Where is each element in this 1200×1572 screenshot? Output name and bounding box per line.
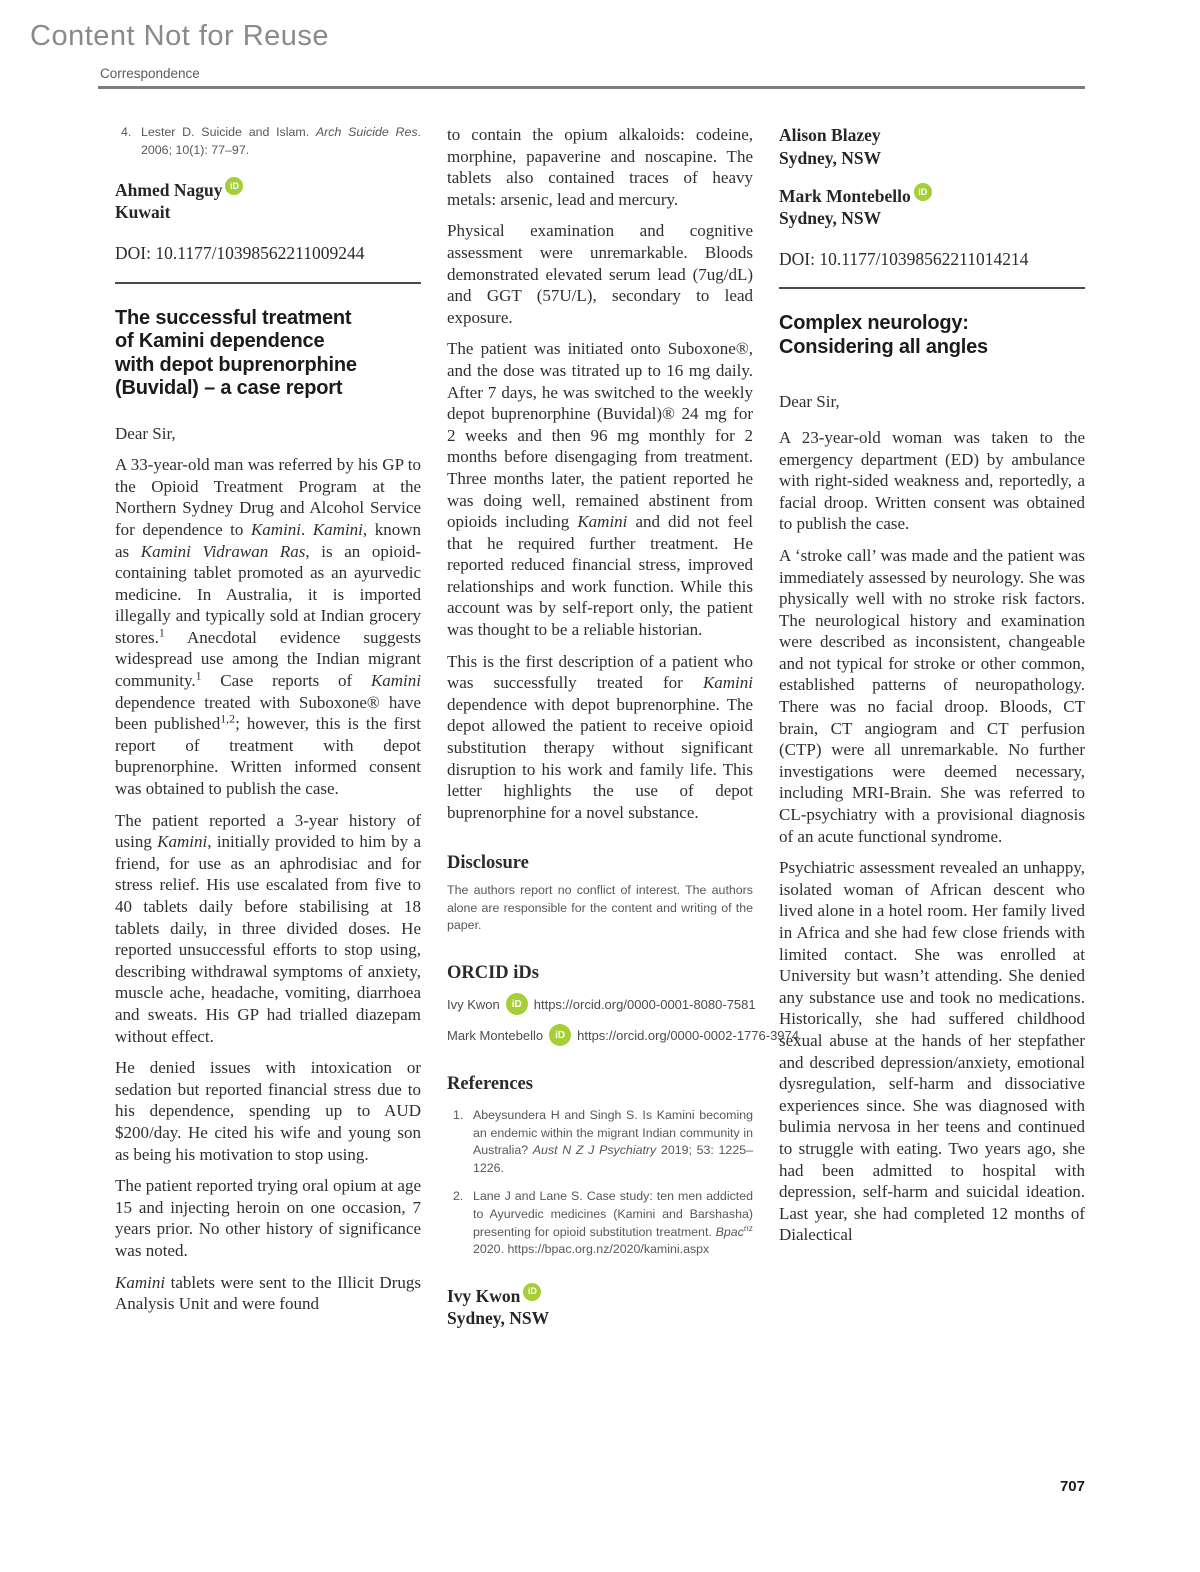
column-2	[447, 124, 799, 1329]
section-label: Correspondence	[100, 66, 200, 81]
orcid-entry	[447, 993, 756, 1015]
author-block	[779, 183, 1085, 230]
disclosure-text: The authors report no conflict of interest. The authors alone are responsible for the content and writing of the paper.	[447, 883, 753, 933]
reference-number: 1.	[453, 1107, 464, 1122]
body-paragraph: A ‘stroke call’ was made and the patient was immediately assessed by neurology. She was physically well with no stroke risk factors. The neurological history and examination were described as inconsistent, changeable and not typical for stroke or other common, established patterns of neuropathology. There was no facial droop. Bloods, CT brain, CT angiogram and CT perfusion (CTP) were all unremarkable. No further investigations were deemed necessary, including MRI-Brain. She was referred to CL-psychiatry with a provisional diagnosis of an acute functional syndrome.	[779, 545, 1085, 846]
author-name	[779, 183, 1085, 207]
author-block	[115, 177, 421, 224]
body-paragraph: He denied issues with intoxication or sedation but reported financial stress due to his dependence, spending up to AUD $200/day. He cited his wife and young son as being his motivation to stop using.	[115, 1058, 421, 1164]
orcid-url: https://orcid.org/0000-0002-1776-3974	[577, 1027, 799, 1043]
orcid-icon: iD	[506, 993, 528, 1015]
author-location: Sydney, NSW	[779, 208, 882, 229]
orcid-icon: iD	[914, 183, 932, 201]
title-line: (Buvidal) – a case report	[115, 377, 343, 400]
reference-item	[447, 1107, 753, 1177]
body-paragraph: Psychiatric assessment revealed an unhappy, isolated woman of African descent who lived alone in a hotel room. Her family lived in Africa and she had few close friends with limited contact. She was enrolled at University but wasn’t attending. She denied any substance use and took no medications. Historically, she had suffered childhood sexual abuse at the hands of her stepfather and described depression/anxiety, emotional dysregulation, self-harm and dissociative experiences since. She was diagnosed with bulimia nervosa in her teens and continued to struggle with eating. Two years ago, she had been admitted to hospital with depression, self-harm and suicidal ideation. Last year, she had completed 12 months of Dialectical	[779, 858, 1085, 1245]
reference-text: Lane J and Lane S. Case study: ten men addicted to Ayurvedic medicines (Kamini and Barshasha) presenting for opioid substitution treatment. Bpac$^{nz}$ 2020. https://bpac.org.nz/2020/kamini.aspx	[473, 1189, 753, 1257]
article-title	[115, 307, 421, 401]
title-line: with depot buprenorphine	[115, 353, 357, 376]
body-paragraph: The patient reported trying oral opium at age 15 and injecting heroin on one occasion, 7 years prior. No other history of significance was noted.	[115, 1176, 421, 1260]
author-block	[779, 124, 1085, 169]
body-paragraph: A 33-year-old man was referred by his GP to the Opioid Treatment Program at the Northern Sydney Drug and Alcohol Service for dependence to Kamini. Kamini, known as Kamini Vidrawan Ras, is an opioid-containing tablet promoted as an ayurvedic medicine. In Australia, it is imported illegally and typically sold at Indian grocery stores.$^1$ Anecdotal evidence suggests widespread use among the Indian migrant community.$^1$ Case reports of Kamini dependence treated with Suboxone® have been published$^{1,2}$; however, this is the first report of treatment with depot buprenorphine. Written informed consent was obtained to publish the case.	[115, 455, 422, 799]
body-paragraph: This is the first description of a patient who was successfully treated for Kamini dependence with depot buprenorphine. The depot allowed the patient to receive opioid substitution therapy without significant disruption to his work and family life. This letter highlights the use of depot buprenorphine for a novel substance.	[447, 651, 753, 822]
orcid-name: Mark Montebello	[447, 1027, 544, 1043]
author-name-text: Mark Montebello	[779, 185, 911, 206]
reference-number: 4.	[121, 125, 132, 139]
orcid-icon: iD	[523, 1283, 541, 1301]
orcid-entry	[447, 1024, 799, 1046]
reference-item	[447, 1188, 753, 1258]
body-paragraph: Physical examination and cognitive assessment were unremarkable. Bloods demonstrated elevated serum lead (7ug/dL) and GGT (57U/L), secondary to lead exposure.	[447, 221, 753, 327]
reference-item	[115, 124, 421, 159]
salutation: Dear Sir,	[115, 423, 176, 443]
doi-line: DOI: 10.1177/10398562211014214	[779, 248, 1029, 269]
orcid-url: https://orcid.org/0000-0001-8080-7581	[533, 996, 756, 1012]
title-rule	[779, 287, 1085, 289]
article-title	[779, 312, 1085, 359]
reference-text: Lester D. Suicide and Islam. Arch Suicide Res. 2006; 10(1): 77–97.	[141, 125, 421, 157]
author-location: Sydney, NSW	[779, 147, 882, 168]
references-heading: References	[447, 1074, 533, 1095]
content-columns	[115, 124, 1085, 1329]
body-paragraph: Kamini tablets were sent to the Illicit Drugs Analysis Unit and were found	[115, 1272, 421, 1314]
column-1	[115, 124, 421, 1329]
title-line: Considering all angles	[779, 335, 988, 358]
orcid-icon: iD	[225, 177, 243, 195]
reference-text: Abeysundera H and Singh S. Is Kamini becoming an endemic within the migrant Indian community in Australia? Aust N Z J Psychiatry 2019; 53: 1225–1226.	[473, 1107, 753, 1175]
doi-line: DOI: 10.1177/10398562211009244	[115, 242, 365, 263]
author-name: Alison Blazey	[779, 125, 881, 145]
disclosure-heading: Disclosure	[447, 853, 529, 874]
author-block	[447, 1283, 753, 1330]
orcid-name: Ivy Kwon	[447, 996, 500, 1012]
page-number: 707	[1059, 1478, 1085, 1495]
title-line: of Kamini dependence	[115, 330, 325, 353]
title-line: The successful treatment	[115, 306, 352, 329]
orcid-heading: ORCID iDs	[447, 962, 539, 983]
author-name	[115, 177, 421, 201]
author-name	[447, 1283, 753, 1307]
references-list	[447, 1107, 753, 1259]
title-line: Complex neurology:	[779, 312, 969, 335]
title-rule	[115, 282, 421, 284]
orcid-icon: iD	[549, 1024, 571, 1046]
body-paragraph: A 23-year-old woman was taken to the emergency department (ED) by ambulance with right-sided weakness and, reportedly, a facial droop. Written consent was obtained to publish the case.	[779, 427, 1085, 534]
header-rule	[98, 86, 1085, 89]
author-name-text: Ivy Kwon	[447, 1285, 521, 1306]
author-location: Sydney, NSW	[447, 1307, 550, 1328]
watermark-text: Content Not for Reuse	[30, 20, 330, 52]
author-name-text: Ahmed Naguy	[115, 179, 223, 200]
reference-number: 2.	[453, 1189, 464, 1204]
body-paragraph: to contain the opium alkaloids: codeine, morphine, papaverine and noscapine. The tablets also contained traces of heavy metals: arsenic, lead and mercury.	[447, 125, 753, 209]
salutation: Dear Sir,	[779, 392, 840, 412]
column-3	[779, 124, 1085, 1329]
body-paragraph: The patient reported a 3-year history of using Kamini, initially provided to him by a friend, for use as an aphrodisiac and for stress relief. His use escalated from five to 40 tablets daily before stabilising at 18 tablets daily, in three divided doses. He reported unsuccessful efforts to stop using, describing withdrawal symptoms of anxiety, muscle ache, headache, vomiting, diarrhoea and sweats. His GP had trialled diazepam without effect.	[115, 810, 421, 1046]
body-paragraph: The patient was initiated onto Suboxone®, and the dose was titrated up to 16 mg daily. After 7 days, he was switched to the weekly depot buprenorphine (Buvidal)® 24 mg for 2 weeks and then 96 mg monthly for 2 months before disengaging from treatment. Three months later, the patient reported he was doing well, remained abstinent from opioids including Kamini and did not feel that he required further treatment. He reported reduced financial stress, improved relationships and work function. While this account was by self-report only, the patient was thought to be a reliable historian.	[447, 339, 753, 640]
author-location: Kuwait	[115, 202, 171, 223]
